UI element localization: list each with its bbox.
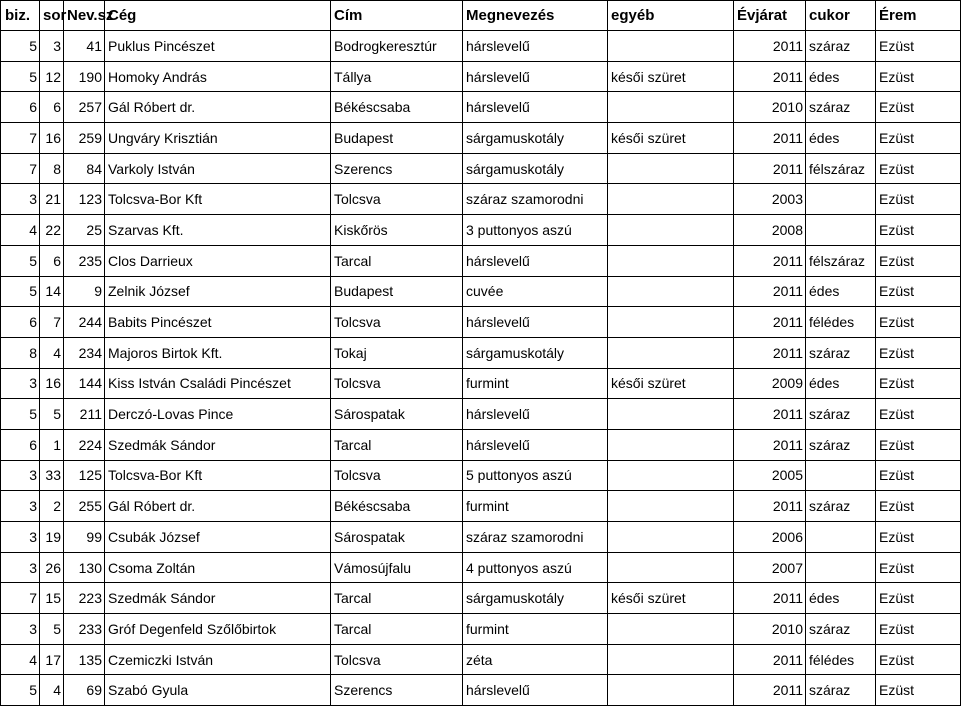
cell-nevsz: 9	[64, 276, 105, 307]
cell-cukor: édes	[806, 583, 876, 614]
cell-megnevezes: hárslevelű	[463, 429, 608, 460]
cell-megnevezes: furmint	[463, 614, 608, 645]
cell-nevsz: 223	[64, 583, 105, 614]
cell-biz: 5	[1, 31, 40, 62]
cell-egyeb	[608, 307, 734, 338]
cell-sor: 14	[40, 276, 64, 307]
cell-ceg: Tolcsva-Bor Kft	[105, 460, 331, 491]
cell-cim: Budapest	[331, 123, 463, 154]
cell-megnevezes: sárgamuskotály	[463, 153, 608, 184]
cell-ceg: Puklus Pincészet	[105, 31, 331, 62]
cell-erem: Ezüst	[876, 92, 961, 123]
cell-evjarat: 2011	[734, 583, 806, 614]
cell-cim: Szerencs	[331, 675, 463, 706]
cell-ceg: Varkoly István	[105, 153, 331, 184]
cell-erem: Ezüst	[876, 245, 961, 276]
cell-egyeb	[608, 153, 734, 184]
cell-megnevezes: hárslevelű	[463, 31, 608, 62]
cell-nevsz: 234	[64, 337, 105, 368]
cell-biz: 3	[1, 522, 40, 553]
cell-cukor	[806, 552, 876, 583]
cell-evjarat: 2011	[734, 429, 806, 460]
cell-cukor: száraz	[806, 337, 876, 368]
cell-megnevezes: cuvée	[463, 276, 608, 307]
cell-biz: 6	[1, 92, 40, 123]
cell-megnevezes: 4 puttonyos aszú	[463, 552, 608, 583]
header-ceg: Cég	[105, 1, 331, 31]
cell-cim: Tarcal	[331, 583, 463, 614]
cell-egyeb	[608, 92, 734, 123]
cell-cim: Kiskőrös	[331, 215, 463, 246]
cell-ceg: Gál Róbert dr.	[105, 92, 331, 123]
cell-sor: 4	[40, 675, 64, 706]
cell-erem: Ezüst	[876, 491, 961, 522]
cell-ceg: Szedmák Sándor	[105, 583, 331, 614]
cell-cukor: száraz	[806, 614, 876, 645]
cell-megnevezes: hárslevelű	[463, 245, 608, 276]
cell-biz: 3	[1, 460, 40, 491]
cell-ceg: Csoma Zoltán	[105, 552, 331, 583]
cell-egyeb	[608, 491, 734, 522]
cell-evjarat: 2011	[734, 245, 806, 276]
cell-megnevezes: száraz szamorodni	[463, 184, 608, 215]
cell-evjarat: 2005	[734, 460, 806, 491]
cell-cim: Tarcal	[331, 429, 463, 460]
cell-biz: 7	[1, 583, 40, 614]
cell-biz: 5	[1, 245, 40, 276]
cell-megnevezes: száraz szamorodni	[463, 522, 608, 553]
cell-cim: Sárospatak	[331, 399, 463, 430]
table-row	[1, 31, 961, 62]
cell-erem: Ezüst	[876, 123, 961, 154]
table-row	[1, 184, 961, 215]
cell-erem: Ezüst	[876, 552, 961, 583]
cell-sor: 6	[40, 245, 64, 276]
cell-cim: Békéscsaba	[331, 491, 463, 522]
cell-cim: Tokaj	[331, 337, 463, 368]
cell-cim: Tolcsva	[331, 644, 463, 675]
cell-egyeb: késői szüret	[608, 583, 734, 614]
cell-sor: 16	[40, 123, 64, 154]
cell-megnevezes: sárgamuskotály	[463, 583, 608, 614]
cell-egyeb	[608, 614, 734, 645]
cell-erem: Ezüst	[876, 215, 961, 246]
header-megnevezes: Megnevezés	[463, 1, 608, 31]
cell-biz: 3	[1, 614, 40, 645]
cell-megnevezes: sárgamuskotály	[463, 123, 608, 154]
cell-cim: Tarcal	[331, 614, 463, 645]
cell-cim: Szerencs	[331, 153, 463, 184]
cell-egyeb	[608, 31, 734, 62]
cell-megnevezes: 3 puttonyos aszú	[463, 215, 608, 246]
cell-ceg: Ungváry Krisztián	[105, 123, 331, 154]
cell-cim: Tolcsva	[331, 184, 463, 215]
header-egyeb: egyéb	[608, 1, 734, 31]
cell-cim: Békéscsaba	[331, 92, 463, 123]
cell-evjarat: 2008	[734, 215, 806, 246]
table-row	[1, 368, 961, 399]
cell-evjarat: 2011	[734, 307, 806, 338]
cell-biz: 3	[1, 552, 40, 583]
cell-egyeb	[608, 675, 734, 706]
cell-sor: 1	[40, 429, 64, 460]
cell-cim: Budapest	[331, 276, 463, 307]
cell-erem: Ezüst	[876, 368, 961, 399]
cell-megnevezes: hárslevelű	[463, 61, 608, 92]
cell-evjarat: 2006	[734, 522, 806, 553]
cell-cukor: száraz	[806, 92, 876, 123]
table-row	[1, 92, 961, 123]
cell-evjarat: 2011	[734, 337, 806, 368]
cell-cukor: félszáraz	[806, 153, 876, 184]
cell-megnevezes: hárslevelű	[463, 92, 608, 123]
cell-evjarat: 2010	[734, 614, 806, 645]
cell-erem: Ezüst	[876, 276, 961, 307]
table-row	[1, 429, 961, 460]
cell-sor: 4	[40, 337, 64, 368]
cell-nevsz: 99	[64, 522, 105, 553]
cell-egyeb	[608, 245, 734, 276]
cell-nevsz: 69	[64, 675, 105, 706]
cell-sor: 17	[40, 644, 64, 675]
cell-erem: Ezüst	[876, 644, 961, 675]
cell-cim: Tolcsva	[331, 460, 463, 491]
cell-ceg: Clos Darrieux	[105, 245, 331, 276]
cell-egyeb	[608, 644, 734, 675]
table-row	[1, 675, 961, 706]
cell-ceg: Gróf Degenfeld Szőlőbirtok	[105, 614, 331, 645]
cell-sor: 12	[40, 61, 64, 92]
cell-nevsz: 41	[64, 31, 105, 62]
cell-ceg: Homoky András	[105, 61, 331, 92]
table-row	[1, 245, 961, 276]
cell-evjarat: 2007	[734, 552, 806, 583]
cell-ceg: Szarvas Kft.	[105, 215, 331, 246]
cell-megnevezes: zéta	[463, 644, 608, 675]
header-sor: sor	[40, 1, 64, 31]
table-row	[1, 61, 961, 92]
cell-erem: Ezüst	[876, 614, 961, 645]
cell-cukor: édes	[806, 368, 876, 399]
cell-ceg: Kiss István Családi Pincészet	[105, 368, 331, 399]
cell-cukor: félédes	[806, 307, 876, 338]
cell-nevsz: 244	[64, 307, 105, 338]
cell-cukor	[806, 460, 876, 491]
header-erem: Érem	[876, 1, 961, 31]
cell-cukor	[806, 522, 876, 553]
cell-biz: 8	[1, 337, 40, 368]
cell-egyeb	[608, 184, 734, 215]
cell-nevsz: 144	[64, 368, 105, 399]
cell-megnevezes: hárslevelű	[463, 307, 608, 338]
header-cukor: cukor	[806, 1, 876, 31]
cell-nevsz: 135	[64, 644, 105, 675]
cell-sor: 15	[40, 583, 64, 614]
cell-egyeb	[608, 522, 734, 553]
table-row	[1, 491, 961, 522]
cell-biz: 7	[1, 123, 40, 154]
cell-sor: 7	[40, 307, 64, 338]
cell-sor: 2	[40, 491, 64, 522]
cell-egyeb	[608, 276, 734, 307]
cell-sor: 22	[40, 215, 64, 246]
cell-ceg: Zelnik József	[105, 276, 331, 307]
cell-cukor: félszáraz	[806, 245, 876, 276]
cell-biz: 3	[1, 368, 40, 399]
cell-egyeb	[608, 337, 734, 368]
cell-ceg: Czemiczki István	[105, 644, 331, 675]
cell-ceg: Tolcsva-Bor Kft	[105, 184, 331, 215]
cell-nevsz: 130	[64, 552, 105, 583]
cell-nevsz: 255	[64, 491, 105, 522]
cell-biz: 5	[1, 61, 40, 92]
table-row	[1, 276, 961, 307]
cell-sor: 19	[40, 522, 64, 553]
cell-erem: Ezüst	[876, 399, 961, 430]
cell-megnevezes: furmint	[463, 491, 608, 522]
cell-cukor: félédes	[806, 644, 876, 675]
cell-nevsz: 224	[64, 429, 105, 460]
cell-biz: 7	[1, 153, 40, 184]
cell-nevsz: 259	[64, 123, 105, 154]
table-row	[1, 307, 961, 338]
cell-nevsz: 84	[64, 153, 105, 184]
cell-ceg: Szedmák Sándor	[105, 429, 331, 460]
cell-sor: 5	[40, 399, 64, 430]
cell-cukor: édes	[806, 276, 876, 307]
cell-cukor: száraz	[806, 429, 876, 460]
cell-biz: 3	[1, 184, 40, 215]
cell-biz: 5	[1, 399, 40, 430]
cell-ceg: Gál Róbert dr.	[105, 491, 331, 522]
cell-megnevezes: 5 puttonyos aszú	[463, 460, 608, 491]
cell-evjarat: 2011	[734, 123, 806, 154]
header-nevsz: Nev.sz	[64, 1, 105, 31]
cell-egyeb: késői szüret	[608, 61, 734, 92]
cell-sor: 3	[40, 31, 64, 62]
cell-evjarat: 2011	[734, 61, 806, 92]
cell-megnevezes: furmint	[463, 368, 608, 399]
cell-erem: Ezüst	[876, 31, 961, 62]
table-row	[1, 399, 961, 430]
cell-nevsz: 125	[64, 460, 105, 491]
cell-sor: 6	[40, 92, 64, 123]
cell-sor: 5	[40, 614, 64, 645]
cell-cukor: édes	[806, 61, 876, 92]
cell-cukor	[806, 215, 876, 246]
cell-evjarat: 2009	[734, 368, 806, 399]
cell-erem: Ezüst	[876, 429, 961, 460]
cell-evjarat: 2011	[734, 491, 806, 522]
cell-evjarat: 2011	[734, 276, 806, 307]
header-evjarat: Évjárat	[734, 1, 806, 31]
cell-megnevezes: hárslevelű	[463, 399, 608, 430]
cell-biz: 6	[1, 307, 40, 338]
cell-biz: 6	[1, 429, 40, 460]
header-cim: Cím	[331, 1, 463, 31]
cell-sor: 26	[40, 552, 64, 583]
cell-nevsz: 257	[64, 92, 105, 123]
cell-egyeb	[608, 552, 734, 583]
table-row	[1, 337, 961, 368]
cell-erem: Ezüst	[876, 153, 961, 184]
cell-cim: Tolcsva	[331, 307, 463, 338]
cell-nevsz: 190	[64, 61, 105, 92]
cell-erem: Ezüst	[876, 460, 961, 491]
table-row	[1, 123, 961, 154]
cell-nevsz: 211	[64, 399, 105, 430]
cell-evjarat: 2011	[734, 399, 806, 430]
cell-megnevezes: sárgamuskotály	[463, 337, 608, 368]
cell-sor: 16	[40, 368, 64, 399]
cell-cim: Tállya	[331, 61, 463, 92]
cell-ceg: Csubák József	[105, 522, 331, 553]
cell-cukor	[806, 184, 876, 215]
cell-erem: Ezüst	[876, 675, 961, 706]
cell-sor: 8	[40, 153, 64, 184]
table-row	[1, 552, 961, 583]
table-row	[1, 215, 961, 246]
cell-cukor: száraz	[806, 31, 876, 62]
cell-biz: 4	[1, 215, 40, 246]
cell-erem: Ezüst	[876, 337, 961, 368]
cell-biz: 5	[1, 276, 40, 307]
cell-cim: Vámosújfalu	[331, 552, 463, 583]
cell-evjarat: 2011	[734, 644, 806, 675]
cell-cukor: édes	[806, 123, 876, 154]
cell-erem: Ezüst	[876, 307, 961, 338]
cell-ceg: Majoros Birtok Kft.	[105, 337, 331, 368]
cell-evjarat: 2011	[734, 675, 806, 706]
cell-nevsz: 25	[64, 215, 105, 246]
header-row	[1, 1, 961, 31]
cell-erem: Ezüst	[876, 583, 961, 614]
cell-erem: Ezüst	[876, 522, 961, 553]
cell-ceg: Babits Pincészet	[105, 307, 331, 338]
table-row	[1, 583, 961, 614]
cell-egyeb	[608, 399, 734, 430]
header-biz: biz.	[1, 1, 40, 31]
cell-egyeb	[608, 215, 734, 246]
cell-evjarat: 2011	[734, 153, 806, 184]
cell-evjarat: 2010	[734, 92, 806, 123]
cell-evjarat: 2011	[734, 31, 806, 62]
cell-cim: Tolcsva	[331, 368, 463, 399]
cell-egyeb: késői szüret	[608, 368, 734, 399]
cell-evjarat: 2003	[734, 184, 806, 215]
cell-nevsz: 235	[64, 245, 105, 276]
cell-ceg: Derczó-Lovas Pince	[105, 399, 331, 430]
cell-megnevezes: hárslevelű	[463, 675, 608, 706]
cell-cukor: száraz	[806, 675, 876, 706]
cell-cukor: száraz	[806, 399, 876, 430]
cell-egyeb	[608, 429, 734, 460]
cell-cim: Tarcal	[331, 245, 463, 276]
cell-cim: Bodrogkeresztúr	[331, 31, 463, 62]
table-row	[1, 614, 961, 645]
table-row	[1, 644, 961, 675]
cell-biz: 4	[1, 644, 40, 675]
table-row	[1, 522, 961, 553]
cell-cim: Sárospatak	[331, 522, 463, 553]
table-row	[1, 460, 961, 491]
cell-sor: 21	[40, 184, 64, 215]
table-row	[1, 153, 961, 184]
cell-nevsz: 123	[64, 184, 105, 215]
cell-egyeb	[608, 460, 734, 491]
cell-biz: 5	[1, 675, 40, 706]
cell-erem: Ezüst	[876, 184, 961, 215]
cell-erem: Ezüst	[876, 61, 961, 92]
cell-egyeb: késői szüret	[608, 123, 734, 154]
cell-sor: 33	[40, 460, 64, 491]
cell-ceg: Szabó Gyula	[105, 675, 331, 706]
cell-cukor: száraz	[806, 491, 876, 522]
cell-biz: 3	[1, 491, 40, 522]
cell-nevsz: 233	[64, 614, 105, 645]
